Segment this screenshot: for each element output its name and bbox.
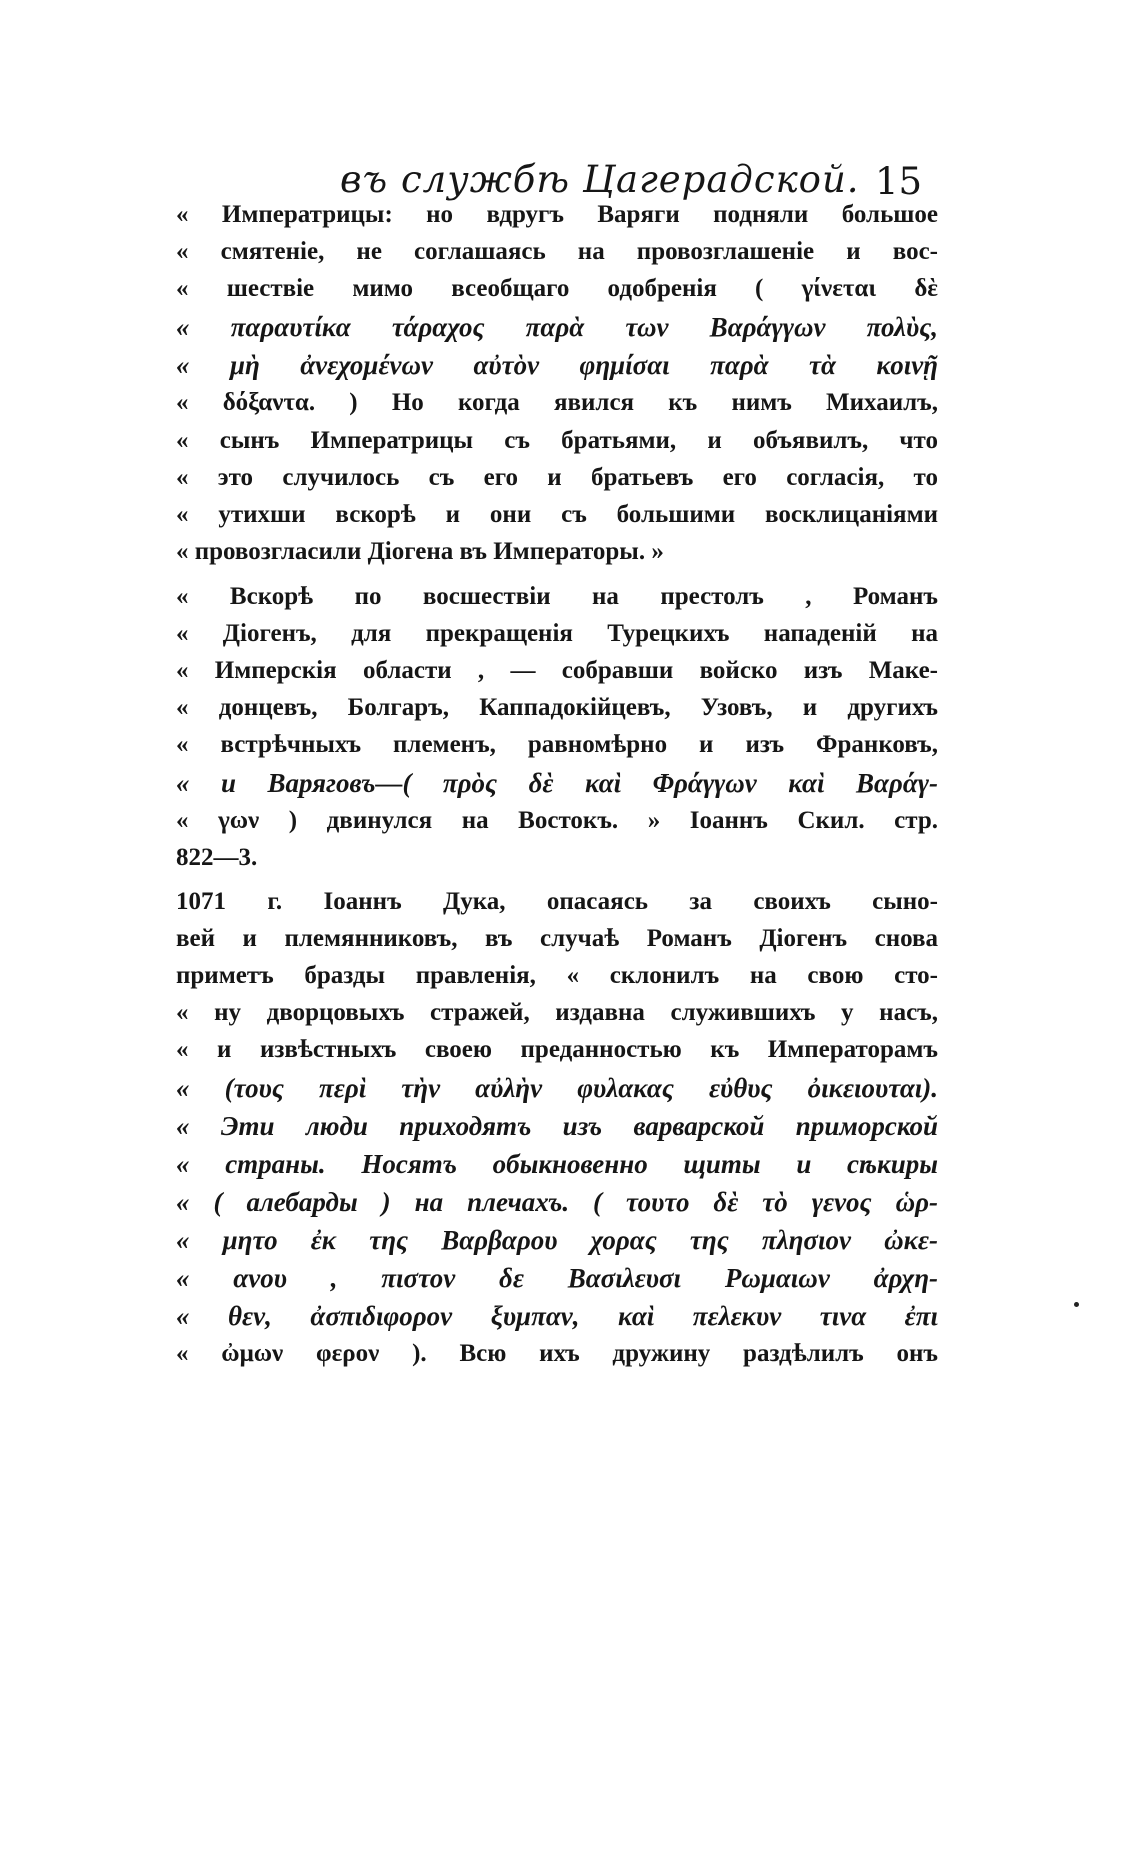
text-line: « ὠμων φερον ). Всю ихъ дружину раздѣлилъ онъ [176, 1340, 938, 1367]
text-line: « μητο ἐκ της Βαρβαρου χορας της πλησιον ὠκε- [176, 1225, 938, 1255]
text-line: « Вскорѣ по восшествіи на престолъ , Романъ [176, 583, 938, 610]
text-line: « и Варяговъ—( πρὸς δὲ καὶ Φράγγων καὶ Βαράγ- [176, 768, 938, 798]
text-line: вей и племянниковъ, въ случаѣ Романъ Діогенъ снова [176, 925, 938, 952]
text-line: « παραυτίκα τάραχος παρὰ των Βαράγγων πολὺς, [176, 312, 938, 342]
text-line: « донцевъ, Болгаръ, Каппадокійцевъ, Узовъ, и другихъ [176, 694, 938, 721]
text-line: 1071 г. Іоаннъ Дука, опасаясь за своихъ сыно- [176, 888, 938, 915]
text-line: « смятеніе, не соглашаясь на провозглашеніе и вос- [176, 238, 938, 265]
text-line: « шествіе мимо всеобщаго одобренія ( γίνεται δὲ [176, 275, 938, 302]
text-line: « и извѣстныхъ своею преданностью къ Императорамъ [176, 1036, 938, 1063]
text-line: « это случилось съ его и братьевъ его согласія, то [176, 464, 938, 491]
text-line: « сынъ Императрицы съ братьями, и объявилъ, что [176, 427, 938, 454]
text-line: « Императрицы: но вдругъ Варяги подняли большое [176, 201, 938, 228]
text-line: « γων ) двинулся на Востокъ. » Іоаннъ Скил. стр. [176, 807, 938, 834]
text-line: « μὴ ἀνεχομένων αὐτὸν φημίσαι παρὰ τὰ κοινῇ [176, 350, 938, 380]
text-line: « ну дворцовыхъ стражей, издавна служившихъ у насъ, [176, 999, 938, 1026]
text-line: « провозгласили Діогена въ Императоры. » [176, 538, 664, 565]
text-line: « утихши вскорѣ и они съ большими восклицаніями [176, 501, 938, 528]
ink-dot [1074, 1302, 1079, 1307]
page-number: 15 [875, 160, 923, 203]
text-line: 822—3. [176, 844, 258, 871]
text-line: « страны. Носятъ обыкновенно щиты и сѣкиры [176, 1149, 938, 1179]
text-line: « δόξαντα. ) Но когда явился къ нимъ Михаилъ, [176, 389, 938, 416]
text-line: приметъ бразды правленія, « склонилъ на свою сто- [176, 962, 938, 989]
text-line: « ανου , πιστον δε Βασιλευσι Ρωμαιων ἀρχη- [176, 1263, 938, 1293]
running-header-title: въ службѣ Цагерадской. [340, 158, 860, 201]
text-line: « Имперскія области , — собравши войско изъ Маке- [176, 657, 938, 684]
text-line: « встрѣчныхъ племенъ, равномѣрно и изъ Франковъ, [176, 731, 938, 758]
text-line: « (τους περὶ τὴν αὐλὴν φυλακας εὐθυς ὀικειουται). [176, 1073, 938, 1103]
text-line: « Эти люди приходятъ изъ варварской приморской [176, 1111, 938, 1141]
text-line: « θεν, ἀσπιδιφορον ξυμπαν, καὶ πελεκυν τινα ἐπι [176, 1301, 938, 1331]
text-line: « ( алебарды ) на плечахъ. ( τουτο δὲ τὸ γενος ὡρ- [176, 1187, 938, 1217]
text-line: « Діогенъ, для прекращенія Турецкихъ нападеній на [176, 620, 938, 647]
